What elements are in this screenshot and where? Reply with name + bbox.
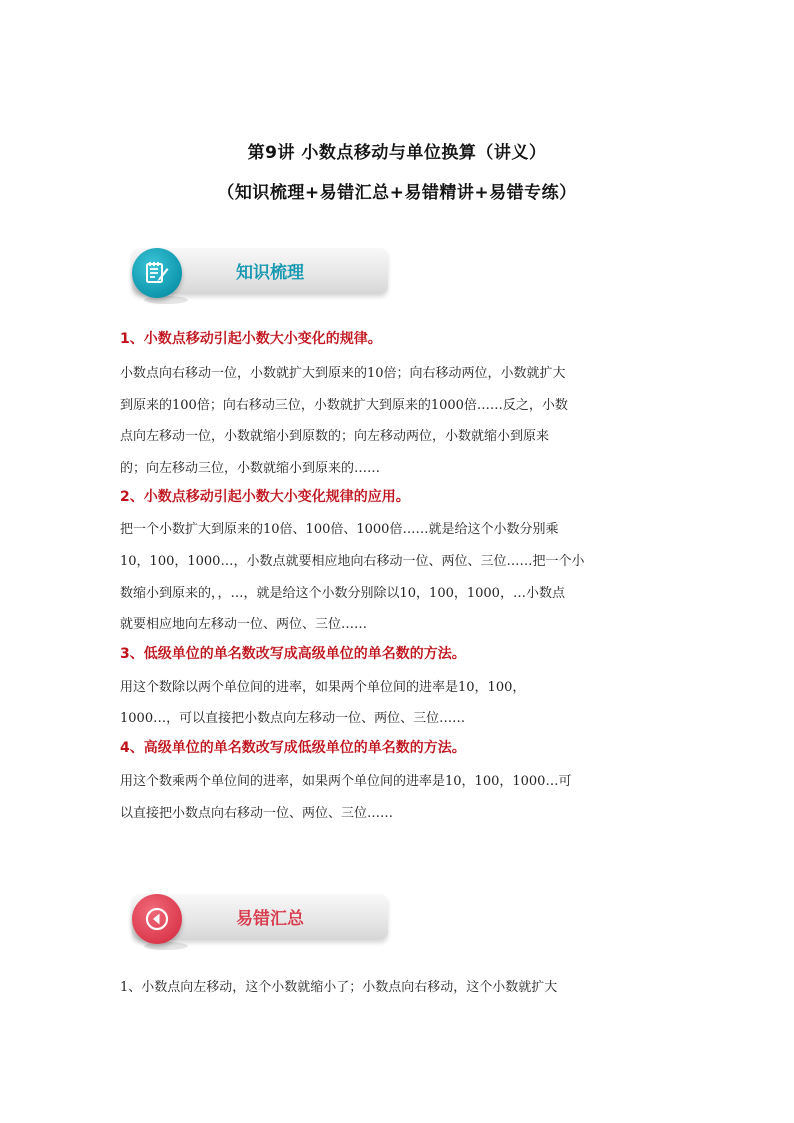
notepad-pen-icon — [143, 259, 171, 287]
paragraph-line: 把一个小数扩大到原来的10倍、100倍、1000倍……就是给这个小数分别乘 — [120, 522, 559, 537]
section-heading-3: 3、低级单位的单名数改写成高级单位的单名数的方法。 — [120, 646, 466, 662]
document-title: 第9讲 小数点移动与单位换算（讲义） — [247, 143, 547, 163]
document-subtitle: （知识梳理+易错汇总+易错精讲+易错专练） — [217, 183, 577, 203]
section-heading-1: 1、小数点移动引起小数大小变化的规律。 — [120, 331, 382, 347]
section-heading-4: 4、高级单位的单名数改写成低级单位的单名数的方法。 — [120, 740, 466, 756]
paragraph-line: 1000…，可以直接把小数点向左移动一位、两位、三位…… — [120, 711, 466, 726]
paragraph-line: 以直接把小数点向右移动一位、两位、三位…… — [120, 806, 394, 821]
paragraph-line: 的；向左移动三位，小数就缩小到原来的…… — [120, 461, 381, 476]
section-heading-2: 2、小数点移动引起小数大小变化规律的应用。 — [120, 489, 410, 505]
section-banner-errors — [120, 892, 388, 954]
paragraph-line: 用这个数除以两个单位间的进率，如果两个单位间的进率是10，100， — [120, 680, 526, 695]
paragraph-line: 就要相应地向左移动一位、两位、三位…… — [120, 617, 368, 632]
paragraph-line: 10，100，1000…，小数点就要相应地向右移动一位、两位、三位……把一个小 — [120, 554, 585, 569]
banner-label: 易错汇总 — [236, 909, 304, 929]
paragraph-line: 1、小数点向左移动，这个小数就缩小了；小数点向右移动，这个小数就扩大 — [120, 980, 558, 995]
paragraph-line: 点向左移动一位，小数就缩小到原数的；向左移动两位，小数就缩小到原来 — [120, 429, 550, 444]
play-arrow-icon — [143, 905, 171, 933]
paragraph-line: 到原来的100倍；向右移动三位，小数就扩大到原来的1000倍……反之，小数 — [120, 398, 568, 413]
banner-icon-circle — [132, 248, 182, 298]
section-banner-knowledge — [120, 246, 388, 308]
paragraph-line: 数缩小到原来的，，…，就是给这个小数分别除以10，100，1000，…小数点 — [120, 586, 565, 601]
paragraph-line: 小数点向右移动一位，小数就扩大到原来的10倍；向右移动两位，小数就扩大 — [120, 366, 566, 381]
banner-icon-circle — [132, 894, 182, 944]
paragraph-line: 用这个数乘两个单位间的进率，如果两个单位间的进率是10，100，1000…可 — [120, 774, 572, 789]
banner-label: 知识梳理 — [236, 263, 304, 283]
